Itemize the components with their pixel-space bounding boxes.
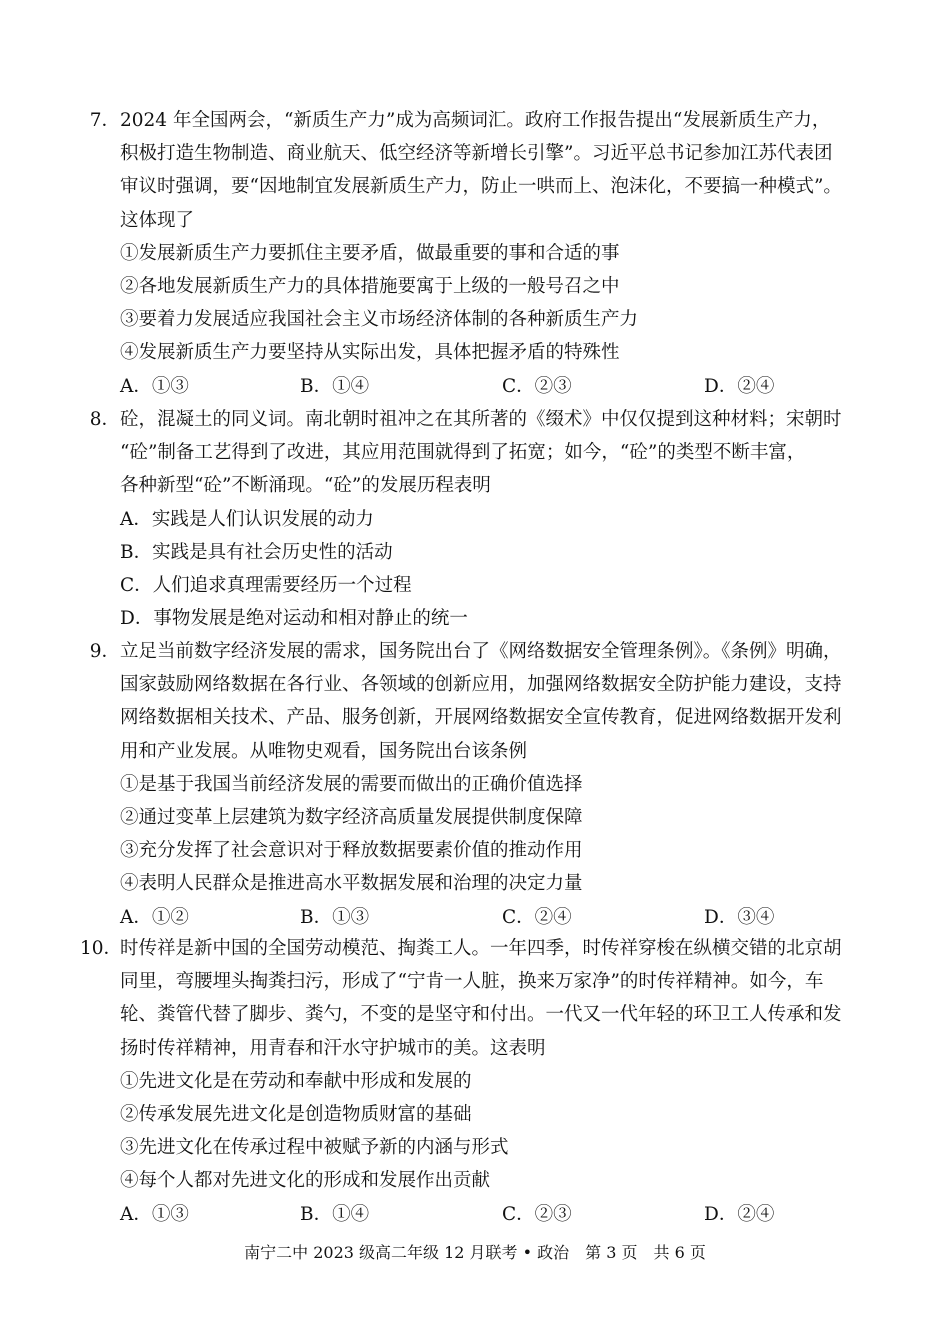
choice-c: C．②③ bbox=[502, 1203, 572, 1225]
question-stem-line: “砼”制备工艺得到了改进，其应用范围就得到了拓宽；如今，“砼”的类型不断丰富， bbox=[120, 442, 806, 464]
question-stem-line: 国家鼓励网络数据在各行业、各领域的创新应用，加强网络数据安全防护能力建设，支持 bbox=[120, 674, 842, 696]
statement: ③先进文化在传承过程中被赋予新的内涵与形式 bbox=[120, 1137, 509, 1159]
question-stem-line: 网络数据相关技术、产品、服务创新，开展网络数据安全宣传教育，促进网络数据开发利 bbox=[120, 707, 842, 729]
choice-d: D．②④ bbox=[704, 1203, 775, 1225]
question-stem-line: 这体现了 bbox=[120, 209, 195, 231]
option: D．事物发展是绝对运动和相对静止的统一 bbox=[120, 608, 468, 630]
option: A．实践是人们认识发展的动力 bbox=[120, 508, 374, 530]
question-number: 9． bbox=[89, 641, 120, 662]
question-stem-line: 10．时传祥是新中国的全国劳动模范、掏粪工人。一年四季，时传祥穿梭在纵横交错的北京胡 bbox=[80, 932, 880, 965]
statement: ④发展新质生产力要坚持从实际出发，具体把握矛盾的特殊性 bbox=[120, 342, 620, 364]
choice-d: D．③④ bbox=[704, 906, 775, 928]
answer-choices bbox=[80, 901, 880, 934]
option: C．人们追求真理需要经历一个过程 bbox=[120, 575, 412, 597]
choice-b: B．①④ bbox=[300, 1203, 370, 1225]
choice-a: A．①② bbox=[120, 906, 189, 928]
answer-choices bbox=[80, 1198, 880, 1231]
statement: ②传承发展先进文化是创造物质财富的基础 bbox=[120, 1104, 472, 1126]
question-number: 7． bbox=[89, 110, 120, 131]
choice-a: A．①③ bbox=[120, 1203, 189, 1225]
answer-choices bbox=[80, 370, 880, 403]
statement: ④表明人民群众是推进高水平数据发展和治理的决定力量 bbox=[120, 873, 583, 895]
statement: ④每个人都对先进文化的形成和发展作出贡献 bbox=[120, 1170, 491, 1192]
choice-d: D．②④ bbox=[704, 375, 775, 397]
question-stem-line: 积极打造生物制造、商业航天、低空经济等新增长引擎”。习近平总书记参加江苏代表团 bbox=[120, 143, 833, 165]
statement: ②通过变革上层建筑为数字经济高质量发展提供制度保障 bbox=[120, 807, 583, 829]
question-number: 8． bbox=[89, 409, 120, 430]
question-8 bbox=[80, 403, 880, 635]
question-stem-line: 用和产业发展。从唯物史观看，国务院出台该条例 bbox=[120, 740, 528, 762]
question-stem-line: 扬时传祥精神，用青春和汗水守护城市的美。这表明 bbox=[120, 1037, 546, 1059]
statement: ③要着力发展适应我国社会主义市场经济体制的各种新质生产力 bbox=[120, 309, 639, 331]
question-number: 10． bbox=[80, 938, 123, 959]
question-7 bbox=[80, 104, 880, 403]
question-stem-line: 9．立足当前数字经济发展的需求，国务院出台了《网络数据安全管理条例》。《条例》明确， bbox=[80, 635, 880, 668]
option: B．实践是具有社会历史性的活动 bbox=[120, 541, 393, 563]
statement: ①发展新质生产力要抓住主要矛盾，做最重要的事和合适的事 bbox=[120, 242, 620, 264]
choice-c: C．②③ bbox=[502, 375, 572, 397]
statement: ①是基于我国当前经济发展的需要而做出的正确价值选择 bbox=[120, 773, 583, 795]
page-footer: 南宁二中 2023 级高二年级 12 月联考 • 政治 第 3 页 共 6 页 bbox=[244, 1243, 706, 1262]
question-stem-line: 各种新型“砼”不断涌现。“砼”的发展历程表明 bbox=[120, 475, 491, 497]
question-stem-line: 7．2024 年全国两会，“新质生产力”成为高频词汇。政府工作报告提出“发展新质生产力， bbox=[80, 104, 880, 137]
choice-b: B．①③ bbox=[300, 906, 370, 928]
choice-c: C．②④ bbox=[502, 906, 572, 928]
statement: ①先进文化是在劳动和奉献中形成和发展的 bbox=[120, 1070, 472, 1092]
question-stem-line: 同里，弯腰埋头掏粪扫污，形成了“宁肯一人脏，换来万家净”的时传祥精神。如今，车 bbox=[120, 971, 824, 993]
question-stem-line: 审议时强调，要“因地制宜发展新质生产力，防止一哄而上、泡沫化，不要搞一种模式”。 bbox=[120, 176, 842, 198]
statement: ②各地发展新质生产力的具体措施要寓于上级的一般号召之中 bbox=[120, 276, 620, 298]
question-stem-line: 8．砼，混凝土的同义词。南北朝时祖冲之在其所著的《缀术》中仅仅提到这种材料；宋朝时 bbox=[80, 403, 880, 436]
question-9 bbox=[80, 635, 880, 934]
statement: ③充分发挥了社会意识对于释放数据要素价值的推动作用 bbox=[120, 840, 583, 862]
choice-b: B．①④ bbox=[300, 375, 370, 397]
question-stem-line: 轮、粪管代替了脚步、粪勺，不变的是坚守和付出。一代又一代年轻的环卫工人传承和发 bbox=[120, 1004, 842, 1026]
choice-a: A．①③ bbox=[120, 375, 189, 397]
question-10 bbox=[80, 932, 880, 1231]
